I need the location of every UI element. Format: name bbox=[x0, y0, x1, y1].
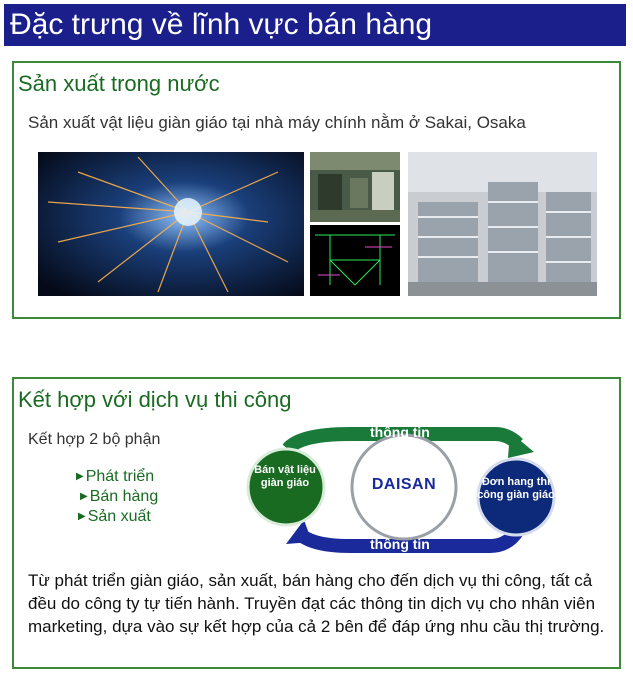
bottom-arrow-label: thông tin bbox=[370, 536, 430, 552]
list-item: ▶ Phát triển bbox=[76, 468, 155, 486]
section-subtitle-production: Sản xuất vật liệu giàn giáo tại nhà máy chính nằm ở Sakai, Osaka bbox=[28, 113, 526, 132]
technical-drawing-photo bbox=[310, 225, 400, 296]
scaffolding-materials-photo bbox=[408, 152, 597, 296]
triangle-bullet-icon: ▶ bbox=[76, 471, 84, 482]
daisan-logo: DAISAN bbox=[371, 476, 437, 493]
list-item: ▶ Bán hàng bbox=[80, 488, 159, 506]
section-title-production: Sản xuất trong nước bbox=[18, 71, 220, 96]
welding-sparks-photo bbox=[38, 152, 304, 296]
top-arrow-label: thông tin bbox=[370, 424, 430, 440]
factory-interior-photo bbox=[310, 152, 400, 222]
section-subtitle-combination: Kết hợp 2 bộ phận bbox=[28, 431, 161, 448]
description-paragraph: Từ phát triển giàn giáo, sản xuất, bán hàng cho đến dịch vụ thi công, tất cả đều do công ty tự tiến hành. Truyền đạt các thông tin dịch vụ cho nhân viên marketing, dựa vào sự kết hợp của cả 2 bên để đáp ứng nhu cầu thị trường. bbox=[28, 571, 605, 636]
list-item: ▶ Sản xuất bbox=[78, 508, 151, 526]
left-circle-label: Bán vật liệu giàn giáo bbox=[254, 464, 316, 489]
top-arrowhead-icon bbox=[508, 432, 534, 458]
cooperation-diagram bbox=[240, 424, 562, 556]
department-list bbox=[76, 467, 158, 527]
page-title: Đặc trưng về lĩnh vực bán hàng bbox=[4, 4, 626, 46]
triangle-bullet-icon: ▶ bbox=[78, 511, 86, 522]
section-title-construction: Kết hợp với dịch vụ thi công bbox=[18, 387, 292, 412]
domestic-production-panel bbox=[12, 61, 621, 319]
right-circle-label: Đơn hang thi công giàn giáo bbox=[477, 476, 555, 501]
triangle-bullet-icon: ▶ bbox=[80, 491, 88, 502]
construction-service-panel bbox=[12, 377, 621, 669]
